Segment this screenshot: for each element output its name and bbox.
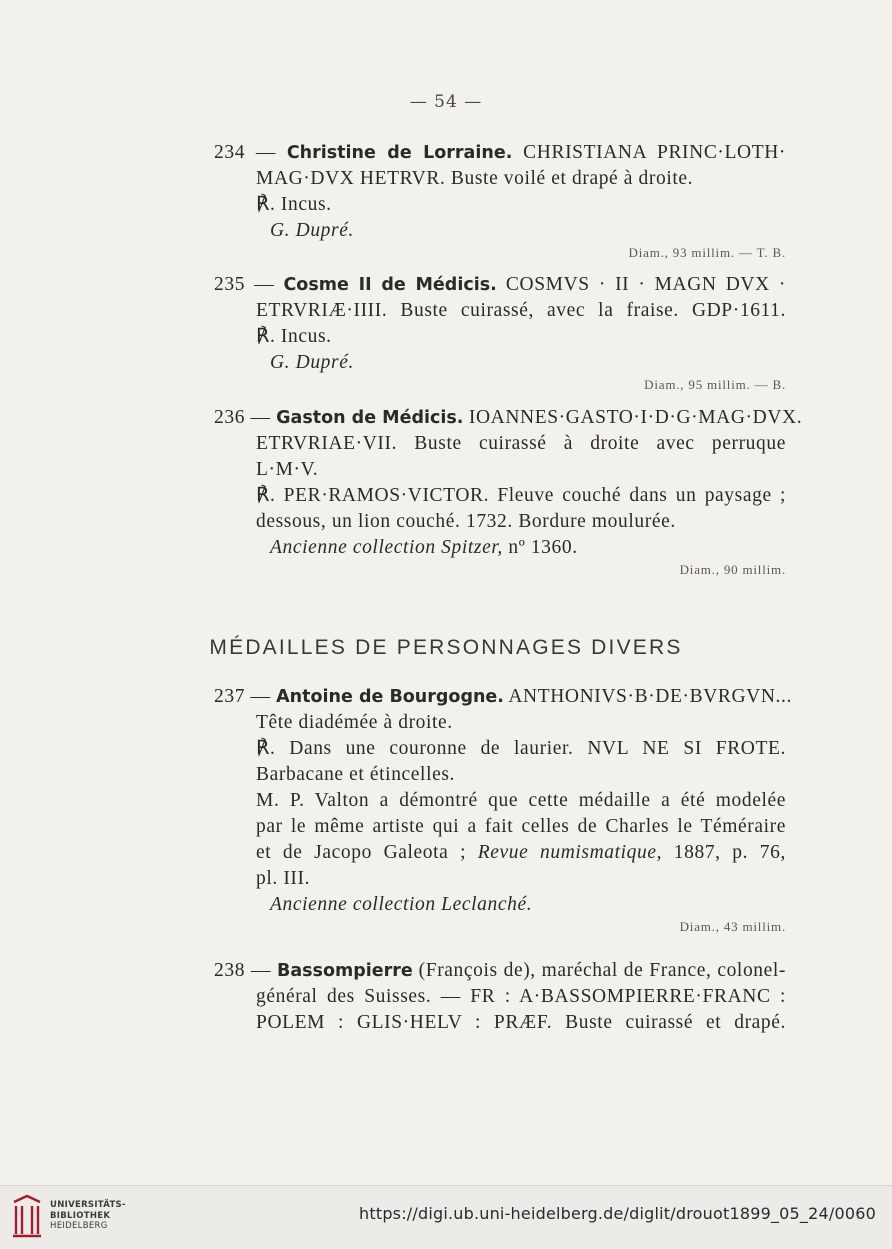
entry-reverse: ℟. Incus. [256, 326, 332, 347]
entry-text: ETRVRIAE·VII. Buste cuirassé à droite avec perruque [256, 433, 786, 454]
entry-dash: — [255, 142, 276, 163]
section-title: MÉDAILLES DE PERSONNAGES DIVERS [209, 636, 683, 659]
entry-text: dessous, un lion couché. 1732. Bordure moulurée. [256, 511, 676, 532]
entry-reverse: ℟. PER·RAMOS·VICTOR. Fleuve couché dans un paysage ; [256, 485, 786, 506]
entry-collection: Ancienne collection Leclanché. [270, 894, 533, 915]
entry-text: (François de), maréchal de France, colonel- [418, 960, 787, 981]
entry-number: 236 [214, 407, 246, 428]
entry-collection-number: nº 1360. [508, 537, 578, 558]
entry-diameter: Diam., 93 millim. — T. B. [628, 245, 786, 260]
entry-first-line [214, 140, 786, 166]
entry-provenance [214, 535, 786, 561]
entry-number: 237 [214, 686, 246, 707]
entry-text: MAG·DVX HETRVR. Buste voilé et drapé à droite. [256, 168, 694, 189]
entry-name: Antoine de Bourgogne. [276, 687, 504, 707]
catalog-entry-237 [214, 684, 792, 936]
entry-dash: — [250, 960, 272, 981]
entry-diameter: Diam., 43 millim. [679, 919, 786, 934]
entry-first-line [214, 272, 786, 298]
entry-text: ETRVRIÆ·IIII. Buste cuirassé, avec la fraise. GDP·1611. [256, 300, 786, 321]
footer-bar [0, 1185, 892, 1249]
catalog-entry-235 [214, 272, 786, 394]
entry-dash: — [254, 274, 275, 295]
entry-text: général des Suisses. — FR : A·BASSOMPIERRE·FRANC : [256, 986, 786, 1007]
page-number: — 54 — [409, 92, 483, 112]
catalog-entry-234 [214, 140, 786, 262]
entry-reverse: ℟. Incus. [256, 194, 332, 215]
entry-collection: Ancienne collection Spitzer, [270, 537, 503, 558]
university-library-logo-icon [10, 1194, 44, 1238]
entry-note: pl. III. [256, 868, 311, 889]
entry-artist: G. Dupré. [270, 220, 354, 241]
entry-diameter: Diam., 90 millim. [679, 562, 786, 577]
entry-number: 234 [214, 142, 246, 163]
entry-name: Cosme II de Médicis. [283, 275, 497, 295]
entry-note: M. P. Valton a démontré que cette médaille a été modelée [256, 790, 786, 811]
entry-note-text: et de Jacopo Galeota ; [256, 842, 467, 863]
entry-text: COSMVS · II · MAGN DVX · [505, 274, 787, 295]
entry-name: Bassompierre [276, 961, 413, 981]
entry-number: 235 [214, 274, 246, 295]
entry-journal-ref: 1887, p. 76, [673, 842, 786, 863]
entry-diameter: Diam., 95 millim. — B. [644, 377, 786, 392]
library-name-line: HEIDELBERG [50, 1221, 108, 1231]
entry-journal: Revue numismatique, [477, 842, 663, 863]
entry-artist: G. Dupré. [270, 352, 354, 373]
entry-text: POLEM : GLIS·HELV : PRÆF. Buste cuirassé et drapé. [256, 1012, 786, 1033]
entry-first-line [214, 958, 786, 984]
library-name-line: UNIVERSITÄTS- [50, 1200, 126, 1210]
source-url-link[interactable]: https://digi.ub.uni-heidelberg.de/diglit/drouot1899_05_24/0060 [359, 1204, 876, 1223]
entry-text: Barbacane et étincelles. [256, 764, 456, 785]
entry-dash: — [250, 686, 271, 707]
entry-first-line [214, 684, 792, 710]
entry-text: CHRISTIANA PRINC·LOTH· [523, 142, 787, 163]
entry-note: par le même artiste qui a fait celles de Charles le Téméraire [256, 816, 786, 837]
library-name-line: BIBLIOTHEK [50, 1210, 111, 1221]
catalog-entry-236 [214, 405, 803, 579]
entry-reverse: ℟. Dans une couronne de laurier. NVL NE SI FROTE. [256, 738, 786, 759]
entry-text: L·M·V. [256, 459, 319, 480]
entry-text: ANTHONIVS·B·DE·BVRGVN... [508, 686, 792, 707]
entry-first-line [214, 405, 803, 431]
entry-name: Gaston de Médicis. [276, 408, 464, 428]
entry-note [214, 840, 786, 866]
entry-dash: — [250, 407, 271, 428]
entry-text: IOANNES·GASTO·I·D·G·MAG·DVX. [468, 407, 803, 428]
catalog-entry-238 [214, 958, 786, 1036]
library-name [50, 1200, 126, 1232]
entry-name: Christine de Lorraine. [286, 143, 513, 163]
entry-number: 238 [214, 960, 246, 981]
entry-text: Tête diadémée à droite. [256, 712, 453, 733]
